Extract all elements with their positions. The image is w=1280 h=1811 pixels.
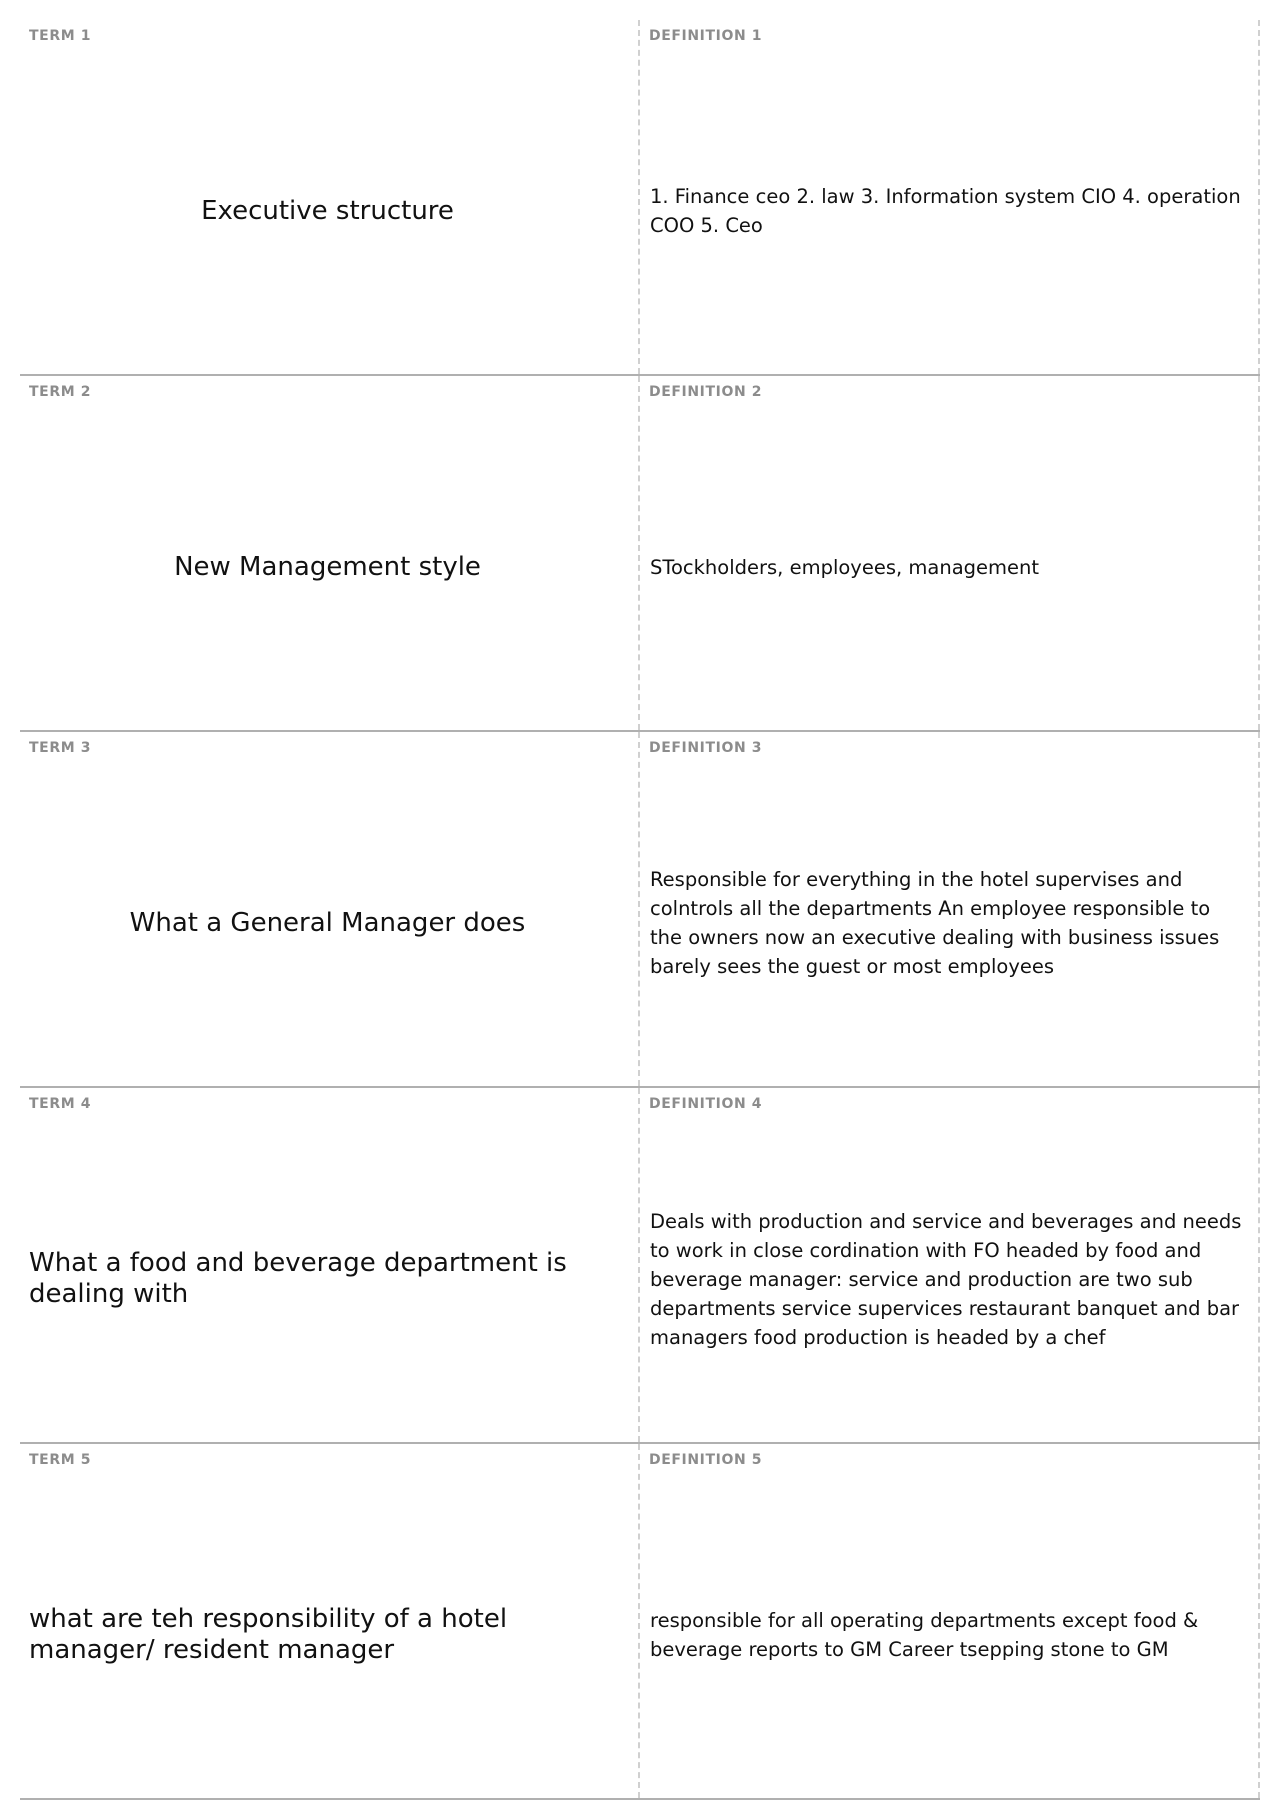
term-text-container [29,416,626,718]
definition-label: DEFINITION 2 [649,384,763,400]
definition-text-container [650,1128,1246,1430]
term-cell [20,376,640,730]
definition-cell [640,1088,1260,1442]
flashcard-sheet [20,20,1260,1795]
term-label: TERM 5 [29,1452,92,1468]
definition-text: Deals with production and service and beverages and needs to work in close cordination with FO headed by food and beverage manager: service and production are two sub departments service supervices restaurant banquet and bar managers food production is headed by a chef [650,1209,1242,1349]
definition-cell [640,376,1260,730]
term-text-container [29,772,626,1074]
term-text: New Management style [174,551,481,582]
card-row [20,376,1260,732]
term-label: TERM 4 [29,1096,92,1112]
definition-cell [640,732,1260,1086]
term-label: TERM 2 [29,384,92,400]
definition-text-container [650,1484,1246,1786]
definition-text-container [650,60,1246,362]
definition-label: DEFINITION 5 [649,1452,763,1468]
term-cell [20,1088,640,1442]
card-row [20,1088,1260,1444]
term-cell [20,732,640,1086]
term-text-container [29,1128,626,1430]
term-text-container [29,60,626,362]
definition-label: DEFINITION 3 [649,740,763,756]
card-row [20,1444,1260,1800]
definition-cell [640,1444,1260,1798]
definition-text-container [650,772,1246,1074]
definition-text-container [650,416,1246,718]
term-text: What a food and beverage department is dealing with [29,1248,567,1309]
definition-text: 1. Finance ceo 2. law 3. Information system CIO 4. operation COO 5. Ceo [650,185,1241,237]
card-row [20,20,1260,376]
card-row [20,732,1260,1088]
definition-text: STockholders, employees, management [650,555,1040,579]
definition-cell [640,20,1260,374]
term-label: TERM 1 [29,28,92,44]
term-text: Executive structure [201,195,454,226]
term-text: what are teh responsibility of a hotel manager/ resident manager [29,1604,508,1665]
definition-label: DEFINITION 1 [649,28,763,44]
term-cell [20,20,640,374]
term-text-container [29,1484,626,1786]
term-text: What a General Manager does [129,907,526,938]
definition-label: DEFINITION 4 [649,1096,763,1112]
term-cell [20,1444,640,1798]
definition-text: responsible for all operating departments except food & beverage reports to GM Career tsepping stone to GM [650,1609,1199,1661]
definition-text: Responsible for everything in the hotel supervises and colntrols all the departments An employee responsible to the owners now an executive dealing with business issues barely sees the guest or most employees [650,868,1220,978]
term-label: TERM 3 [29,740,92,756]
